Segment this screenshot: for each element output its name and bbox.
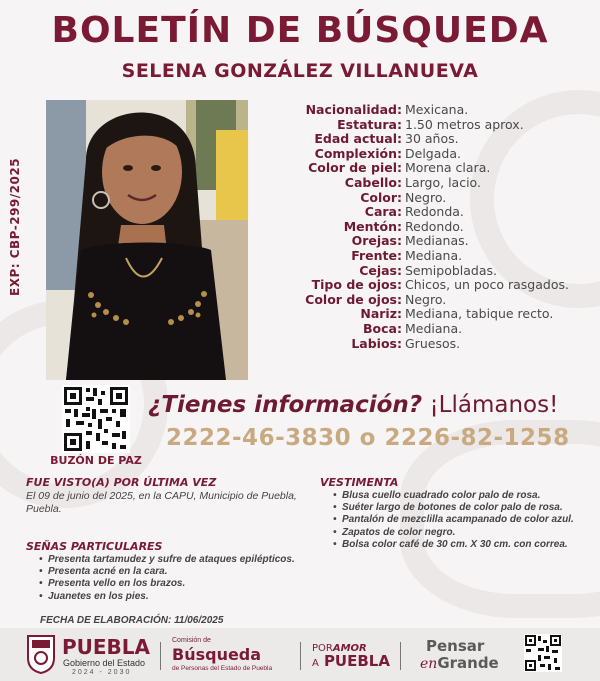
detail-row — [270, 176, 590, 191]
detail-value: Semipobladas. — [405, 262, 498, 278]
detail-value: Negro. — [405, 189, 447, 205]
list-item: • Blusa cuello cuadrado color palo de rosa. — [342, 490, 574, 502]
detail-row — [270, 132, 590, 147]
detail-row — [270, 118, 590, 133]
por-text: POR — [312, 643, 333, 654]
list-item: • Presenta tartamudez y sufre de ataques epilépticos. — [48, 554, 295, 566]
detail-value: Mediana. — [405, 247, 463, 263]
phone-numbers[interactable]: 2222-46-3830 o 2226-82-1258 — [166, 425, 570, 451]
last-seen-title: FUE VISTO(A) POR ÚLTIMA VEZ — [26, 476, 217, 489]
gobierno-text: Gobierno del Estado — [63, 658, 146, 668]
pensar-text: Pensar — [426, 637, 485, 655]
detail-value: 30 años. — [405, 131, 459, 147]
detail-row — [270, 278, 590, 293]
por-amor-puebla-text: PUEBLA — [323, 652, 390, 670]
list-item: • Juanetes en los pies. — [48, 591, 295, 603]
por-amor-logo — [312, 640, 390, 670]
detail-row — [270, 147, 590, 162]
bulletin-title: BOLETÍN DE BÚSQUEDA — [51, 10, 549, 51]
grande-text: Grande — [437, 654, 499, 672]
clothing-list — [330, 490, 574, 551]
detail-row — [270, 191, 590, 206]
person-name: SELENA GONZÁLEZ VILLANUEVA — [121, 60, 479, 82]
amor-text: AMOR — [332, 643, 367, 654]
detail-value: 1.50 metros aprox. — [405, 116, 524, 132]
detail-label: Boca: — [363, 320, 402, 336]
detail-value: Negro. — [405, 291, 447, 307]
last-seen-text: El 09 de junio del 2025, en la CAPU, Municipio de Puebla, Puebla. — [26, 490, 297, 515]
detail-label: Edad actual: — [314, 131, 402, 147]
list-item: • Presenta acné en la cara. — [48, 566, 295, 578]
footer-divider — [300, 642, 301, 670]
detail-label: Frente: — [351, 247, 402, 263]
detail-label: Cabello: — [344, 174, 402, 190]
puebla-logo-text: PUEBLA — [62, 635, 151, 659]
detail-label: Cara: — [364, 204, 402, 220]
list-item: • Zapatos de color negro. — [342, 527, 574, 539]
comision-small-text: Comisión de — [172, 637, 211, 644]
detail-value: Delgada. — [405, 145, 461, 161]
detail-label: Nariz: — [360, 306, 402, 322]
detail-row — [270, 103, 590, 118]
contact-prompt — [148, 392, 558, 418]
en-grande-logo — [420, 654, 499, 673]
buzon-label: BUZÓN DE PAZ — [50, 454, 142, 467]
detail-row — [270, 307, 590, 322]
detail-label: Orejas: — [351, 233, 402, 249]
marks-list — [36, 554, 295, 603]
list-item: • Presenta vello en los brazos. — [48, 578, 295, 590]
list-item: • Pantalón de mezclilla acampanado de color azul. — [342, 514, 574, 526]
detail-row — [270, 234, 590, 249]
file-number: EXP: CBP-299/2025 — [8, 157, 22, 296]
list-item: • Suéter largo de botones de color palo de rosa. — [342, 502, 574, 514]
detail-value: Redonda. — [405, 204, 464, 220]
physical-description — [270, 103, 590, 351]
detail-label: Estatura: — [337, 116, 402, 132]
footer-divider — [400, 642, 401, 670]
contact-question: ¿Tienes información? — [148, 392, 423, 418]
detail-value: Morena clara. — [405, 160, 491, 176]
detail-row — [270, 205, 590, 220]
detail-row — [270, 322, 590, 337]
comision-sub-text: de Personas del Estado de Puebla — [172, 665, 273, 672]
footer-logos — [0, 628, 600, 681]
contact-call: ¡Llámanos! — [429, 392, 559, 418]
detail-value: Largo, lacio. — [405, 174, 481, 190]
person-photo — [46, 100, 248, 380]
footer-divider — [160, 642, 161, 670]
qr-code-icon[interactable] — [62, 385, 130, 453]
puebla-crest-icon — [26, 634, 56, 674]
detail-label: Complexión: — [314, 145, 402, 161]
detail-label: Color de ojos: — [305, 291, 402, 307]
detail-row — [270, 293, 590, 308]
detail-value: Chicos, un poco rasgados. — [405, 277, 569, 293]
detail-label: Cejas: — [359, 262, 402, 278]
detail-row — [270, 161, 590, 176]
detail-label: Tipo de ojos: — [311, 277, 402, 293]
clothing-title: VESTIMENTA — [320, 476, 399, 489]
detail-label: Labios: — [351, 335, 402, 351]
detail-value: Gruesos. — [405, 335, 461, 351]
detail-label: Nacionalidad: — [305, 102, 402, 117]
detail-label: Color: — [360, 189, 402, 205]
detail-row — [270, 220, 590, 235]
comision-big-text: Búsqueda — [172, 645, 262, 664]
detail-value: Mediana. — [405, 320, 463, 336]
list-item: • Bolsa color café de 30 cm. X 30 cm. con correa. — [342, 539, 574, 551]
detail-value: Redondo. — [405, 218, 464, 234]
detail-value: Medianas. — [405, 233, 469, 249]
detail-row — [270, 337, 590, 352]
detail-row — [270, 264, 590, 279]
qr-code-small-icon[interactable] — [524, 634, 562, 672]
en-text: en — [420, 656, 438, 672]
detail-row — [270, 249, 590, 264]
marks-title: SEÑAS PARTICULARES — [26, 540, 163, 553]
creation-date: FECHA DE ELABORACIÓN: 11/06/2025 — [40, 615, 224, 626]
years-text: 2024 - 2030 — [72, 669, 132, 676]
detail-label: Mentón: — [343, 218, 402, 234]
detail-value: Mexicana. — [405, 102, 469, 117]
a-text: A — [312, 658, 319, 669]
detail-label: Color de piel: — [308, 160, 402, 176]
detail-value: Mediana, tabique recto. — [405, 306, 554, 322]
